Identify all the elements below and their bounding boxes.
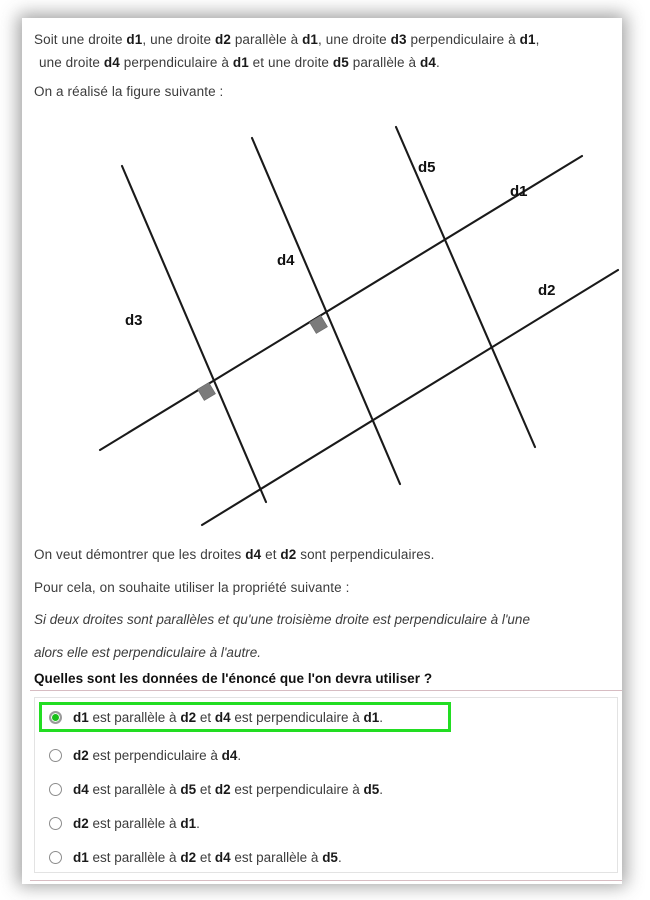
exercise-content xyxy=(30,18,622,884)
geometry-lines-group xyxy=(100,127,618,525)
line-name-token: d1 xyxy=(519,32,536,47)
geometry-line-d3 xyxy=(122,166,266,502)
line-name-token: d4 xyxy=(221,747,238,763)
line-name-token: d4 xyxy=(103,55,120,70)
goal-text: On veut démontrer que les droites d4 et d2 sont perpendiculaires. xyxy=(34,547,435,562)
line-name-token: d2 xyxy=(280,547,297,562)
answer-option-option-a[interactable] xyxy=(39,702,451,732)
line-name-token: d1 xyxy=(73,709,89,725)
answer-option-label: d1 est parallèle à d2 et d4 est perpendiculaire à d1. xyxy=(73,709,383,725)
statement-line-1: Soit une droite d1, une droite d2 parallèle à d1, une droite d3 perpendiculaire à d1, xyxy=(34,32,540,47)
geometry-svg xyxy=(30,110,622,550)
right-angle-mark-d4-d1 xyxy=(310,316,328,334)
line-name-token: d1 xyxy=(73,849,89,865)
answer-option-label: d2 est perpendiculaire à d4. xyxy=(73,747,242,763)
line-name-token: d1 xyxy=(126,32,143,47)
property-line-1: Si deux droites sont parallèles et qu'une troisième droite est perpendiculaire à l'une xyxy=(34,612,530,627)
answer-option-option-b[interactable] xyxy=(49,740,569,770)
geometry-label-d4: d4 xyxy=(277,252,295,269)
geometry-label-d5: d5 xyxy=(418,159,436,176)
line-name-token: d4 xyxy=(214,709,231,725)
line-name-token: d2 xyxy=(180,709,197,725)
geometry-line-d5 xyxy=(396,127,535,447)
line-name-token: d1 xyxy=(302,32,319,47)
question-prompt: Quelles sont les données de l'énoncé que l'on devra utiliser ? xyxy=(34,671,433,686)
radio-button-icon[interactable] xyxy=(49,851,62,864)
property-line-2: alors elle est perpendiculaire à l'autre. xyxy=(34,645,261,660)
line-name-token: d3 xyxy=(390,32,407,47)
exercise-card xyxy=(22,18,622,884)
line-name-token: d1 xyxy=(232,55,249,70)
line-name-token: d2 xyxy=(214,781,231,797)
right-angle-mark-d3-d1 xyxy=(198,383,216,401)
line-name-token: d5 xyxy=(363,781,380,797)
geometry-label-d3: d3 xyxy=(125,312,143,329)
line-name-token: d2 xyxy=(73,815,89,831)
line-name-token: d5 xyxy=(322,849,338,865)
geometry-figure xyxy=(30,110,622,550)
radio-button-icon[interactable] xyxy=(49,749,62,762)
line-name-token: d2 xyxy=(215,32,231,47)
answer-options-list xyxy=(34,697,618,873)
radio-button-selected-icon[interactable] xyxy=(49,711,62,724)
method-text: Pour cela, on souhaite utiliser la propriété suivante : xyxy=(34,580,350,595)
line-name-token: d2 xyxy=(180,849,197,865)
radio-button-icon[interactable] xyxy=(49,783,62,796)
divider-bottom xyxy=(30,880,622,881)
line-name-token: d1 xyxy=(363,709,380,725)
figure-intro-text: On a réalisé la figure suivante : xyxy=(34,84,224,99)
answer-option-option-e[interactable] xyxy=(49,842,569,872)
geometry-line-d1 xyxy=(100,156,582,450)
line-name-token: d4 xyxy=(214,849,231,865)
line-name-token: d4 xyxy=(73,781,89,797)
line-name-token: d5 xyxy=(180,781,197,797)
statement-line-2: une droite d4 perpendiculaire à d1 et une droite d5 parallèle à d4. xyxy=(39,55,440,70)
answer-option-label: d4 est parallèle à d5 et d2 est perpendiculaire à d5. xyxy=(73,781,383,797)
geometry-label-d1: d1 xyxy=(510,183,528,200)
line-name-token: d4 xyxy=(419,55,436,70)
divider-top xyxy=(30,690,622,691)
geometry-label-d2: d2 xyxy=(538,282,556,299)
answer-option-option-c[interactable] xyxy=(49,774,569,804)
line-name-token: d5 xyxy=(332,55,349,70)
line-name-token: d4 xyxy=(245,547,262,562)
answer-option-label: d1 est parallèle à d2 et d4 est parallèle à d5. xyxy=(73,849,342,865)
geometry-line-d4 xyxy=(252,138,400,484)
radio-button-icon[interactable] xyxy=(49,817,62,830)
line-name-token: d1 xyxy=(180,815,197,831)
line-name-token: d2 xyxy=(73,747,89,763)
answer-option-option-d[interactable] xyxy=(49,808,569,838)
geometry-line-d2 xyxy=(202,270,618,525)
answer-option-label: d2 est parallèle à d1. xyxy=(73,815,200,831)
